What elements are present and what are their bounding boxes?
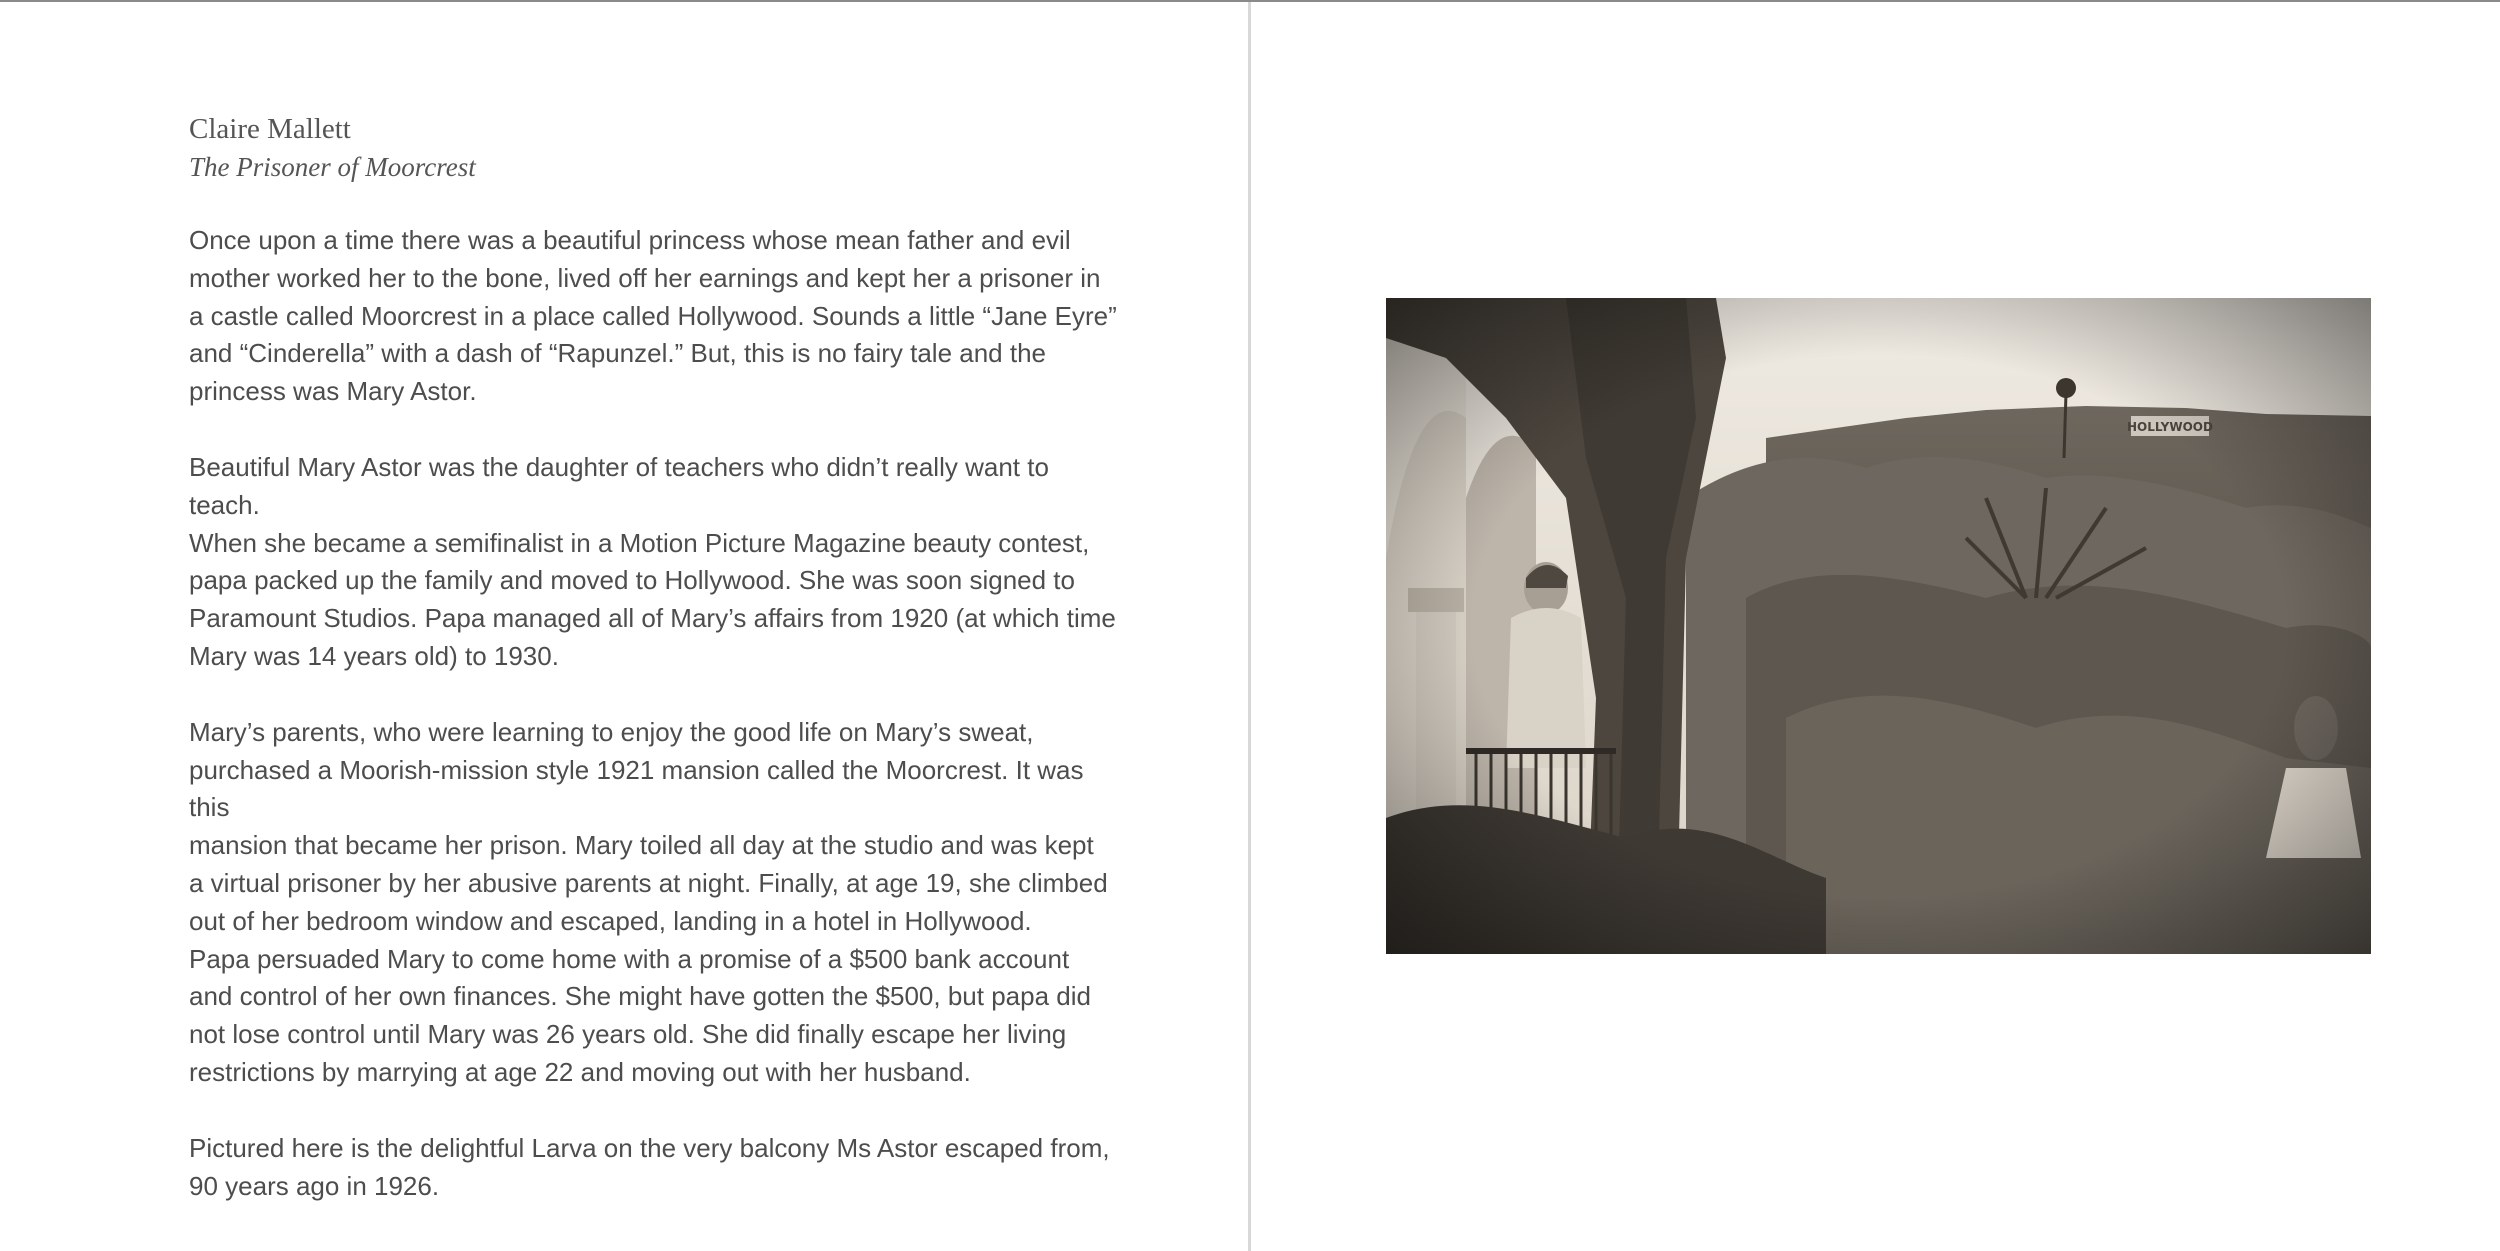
paragraph-1: Once upon a time there was a beautiful princess whose mean father and evil mother worked her to the bone, lived off her earnings and kept her a prisoner in a castle called Moorcrest in a place called Hollywood. Sounds a little “Jane Eyre” and “Cinderella” with a dash of “Rapunzel.” But, this is no fairy tale and the princess was Mary Astor.	[189, 225, 1117, 407]
paragraph-3: Mary’s parents, who were learning to enjoy the good life on Mary’s sweat, purchased a Moorish-mission style 1921 mansion called the Moorcrest. It was this mansion that became her prison. Mary toiled all day at the studio and was kept a virtual prisoner by her abusive parents at night. Finally, at age 19, she climbed out of her bedroom window and escaped, landing in a hotel in Hollywood. Papa persuaded Mary to come home with a promise of a $500 bank account and control of her own finances. She might have gotten the $500, but papa did not lose control until Mary was 26 years old. She did finally escape her living restrictions by marrying at age 22 and moving out with her husband.	[189, 716, 1108, 1087]
paragraph-2: Beautiful Mary Astor was the daughter of teachers who didn’t really want to teach. When she became a semifinalist in a Motion Picture Magazine beauty contest, papa packed up the family and moved to Hollywood. She was soon signed to Paramount Studios. Papa managed all of Mary’s affairs from 1920 (at which time Mary was 14 years old) to 1930.	[189, 451, 1116, 671]
story-title: The Prisoner of Moorcrest	[189, 152, 476, 182]
photo-illustration	[1386, 298, 2371, 954]
text-column	[189, 110, 1119, 1243]
balcony-photo	[1386, 298, 2371, 954]
author-name: Claire Mallett	[189, 113, 351, 145]
left-page	[0, 2, 1248, 1251]
paragraph-4: Pictured here is the delightful Larva on the very balcony Ms Astor escaped from, 90 years ago in 1926.	[189, 1132, 1110, 1201]
right-page	[1251, 2, 2500, 1251]
